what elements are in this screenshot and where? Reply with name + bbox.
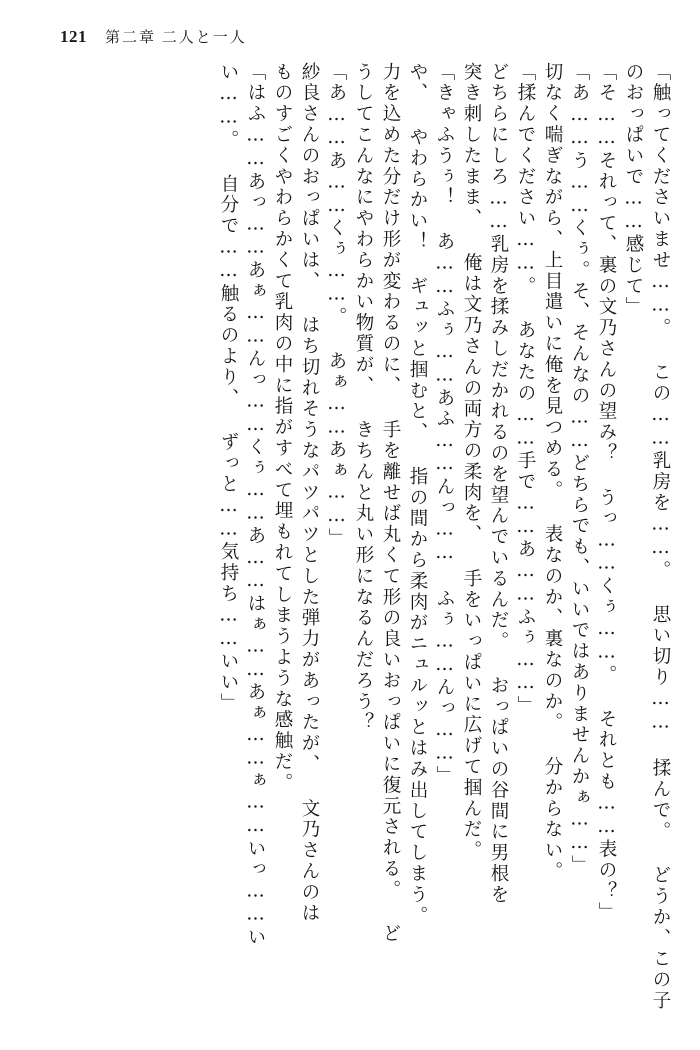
text-line: 力を込めた分だけ形が変わるのに、 手を離せば丸くて形の良いおっぱいに復元される。 ど — [380, 62, 401, 945]
text-line: 突き刺したまま、 俺は文乃さんの両方の柔肉を、 手をいっぱいに広げて掴んだ。 — [461, 62, 482, 862]
text-line: 切なく喘ぎながら、上目遣いに俺を見つめる。 表なのか、裏なのか。 分からない。 — [542, 62, 563, 883]
text-line: 「あ……う……くぅ。そ、そんなの……どちらでも、いいではありませんかぁ……」 — [569, 62, 590, 877]
text-line: 「きゃふうぅ！ あ……ふぅ……あふ……んっ…… ふぅ……んっ……」 — [434, 62, 455, 787]
text-line: どちらにしろ……乳房を揉みしだかれるのを望んでいるんだ。 おっぱいの谷間に男根を — [488, 62, 509, 906]
text-line: のおっぱいで……感じて」 — [623, 62, 644, 318]
text-line: 「触ってくださいませ……。 この……乳房を……。 思い切り…… 揉んで。 どうか、この子 — [650, 62, 671, 1012]
text-line: 紗良さんのおっぱいは、 はち切れそうなパツパツとした弾力があったが、 文乃さんのは — [299, 62, 320, 924]
text-line: や、 やわらかい！ ギュッと掴むと、 指の間から柔肉がニュルッとはみ出してしまう。 — [407, 62, 428, 927]
text-line: 「はふ……あっ……あぁ……んっ……くぅ……あ……はぁ……あぁ……ぁ……いっ……い — [245, 62, 266, 948]
text-line: ものすごくやわらかくて乳肉の中に指がすべて埋もれてしまうような感触だ。 — [272, 62, 293, 794]
page-number: 121 — [60, 27, 87, 46]
text-line: うしてこんなにやわらかい物質が、 きちんと丸い形になるんだろう？ — [353, 62, 374, 734]
text-line: い……。 自分で……触るのより、 ずっと……気持ち……いい」 — [218, 62, 239, 714]
text-line: 「あ……あ……くぅ……。 あぁ……あぁ……」 — [326, 62, 347, 550]
page-header — [30, 26, 670, 56]
text-line: 「揉んでください……。 あなたの……手で……あ……ふぅ……」 — [515, 62, 536, 717]
chapter-title: 第二章 二人と一人 — [105, 30, 247, 46]
body-text-area — [30, 62, 670, 1028]
text-line: 「そ……それって、裏の文乃さんの望み？ うっ……くぅ……。 それとも……表の？」 — [596, 62, 617, 923]
